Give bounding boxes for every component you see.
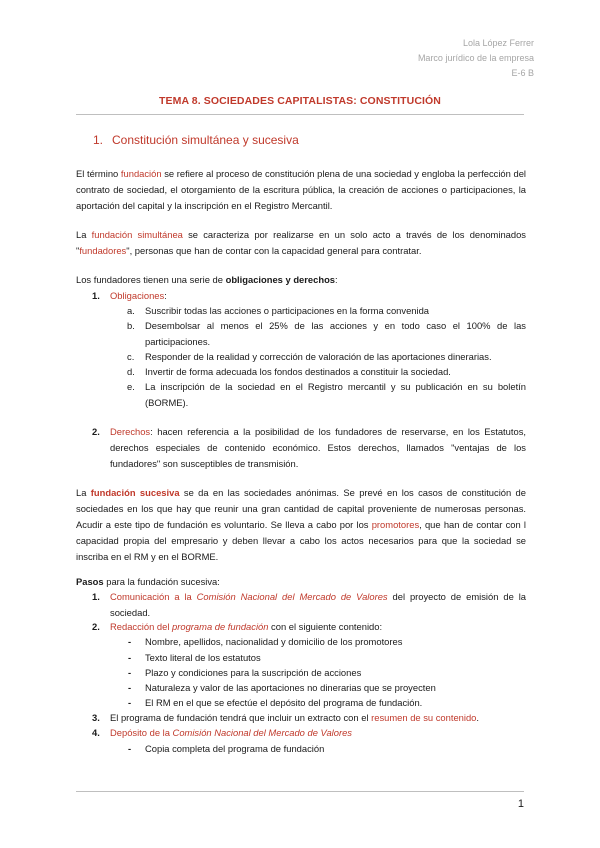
highlight-term: Obligaciones: [110, 290, 165, 301]
text-run: : hacen referencia a la posibilidad de los fundadores de reservarse, en los Estatutos, derechos especiales de contenido económico. Estos derechos, llamados "ventajas de los fundadores" son susceptibles de transmisión.: [110, 426, 526, 469]
list-item-paso-3: [110, 710, 526, 726]
list-item-paso-1: [110, 589, 526, 621]
sublist-item: Plazo y condiciones para la suscripción de acciones: [145, 667, 362, 678]
text-run: :: [164, 290, 167, 301]
title-divider: [76, 114, 524, 115]
list-number: 1.: [92, 591, 100, 602]
paragraph-pasos-intro: [76, 574, 526, 590]
text-run: .: [476, 712, 479, 723]
text-run: El término: [76, 168, 121, 179]
dash-marker: -: [128, 743, 132, 754]
text-run: del proyecto de emisión de la sociedad.: [110, 591, 526, 618]
list-number: 3.: [92, 712, 100, 723]
highlight-term: Derechos: [110, 426, 151, 437]
text-run: se refiere al proceso de constitución plena de una sociedad y engloba la perfección del contrato de sociedad, el otorgamiento de la escritura pública, la creación de acciones o participaciones, la aportación del capital y la inscripción en el Registro Mercantil.: [76, 168, 527, 211]
paragraph-fundacion-sucesiva: [76, 485, 526, 565]
sublist-item: El RM en el que se efectúe el depósito del programa de fundación.: [145, 697, 423, 708]
page-number: 1: [517, 798, 524, 810]
footer-divider: [76, 791, 524, 792]
sublist-marker: e.: [127, 381, 135, 392]
dash-marker: -: [128, 697, 132, 708]
text-run: Los fundadores tienen una serie de: [76, 274, 226, 285]
list-item-obligaciones: [110, 288, 526, 304]
page-title: TEMA 8. SOCIEDADES CAPITALISTAS: CONSTITUCIÓN: [159, 95, 441, 107]
highlight-term: fundación: [120, 168, 162, 179]
text-run: , que han de contar con l capacidad propia del empresario y deben llevar a cabo los actos necesarios para que la sociedad se inscriba en el RM y en el BORME.: [76, 519, 527, 562]
sublist-item: Naturaleza y valor de las aportaciones no dinerarias que se proyecten: [145, 682, 436, 693]
text-run: La: [76, 229, 92, 240]
sublist-marker: d.: [127, 366, 135, 377]
dash-marker: -: [128, 652, 132, 663]
sublist-item: Texto literal de los estatutos: [145, 652, 261, 663]
list-number: 2.: [92, 426, 100, 437]
group-code: E-6 B: [511, 68, 534, 78]
highlight-term: Comisión Nacional del Mercado de Valores: [172, 727, 352, 738]
dash-marker: -: [128, 682, 132, 693]
sublist-item: Copia completa del programa de fundación: [145, 743, 325, 754]
sublist-item: Desembolsar al menos el 25% de las acciones y en todo caso el 100% de las participaciones.: [145, 320, 526, 347]
paragraph-fundacion-simultanea: [76, 227, 526, 259]
highlight-term: Comunicación a la: [110, 591, 197, 602]
author-name: Lola López Ferrer: [462, 38, 534, 48]
text-run: se caracteriza por realizarse en un solo acto a través de los denominados ": [76, 229, 526, 256]
document-header: [418, 36, 534, 81]
highlight-term: Redacción del: [110, 621, 173, 632]
section-title: Constitución simultánea y sucesiva: [112, 133, 299, 147]
bold-term: Pasos: [76, 576, 104, 587]
highlight-term: resumen de su contenido: [371, 712, 477, 723]
sublist-item: La inscripción de la sociedad en el Registro mercantil y su publicación en su boletín (BORME).: [145, 381, 526, 408]
sublist-item: Nombre, apellidos, nacionalidad y domicilio de los promotores: [145, 636, 403, 647]
bold-term: obligaciones y derechos: [225, 274, 336, 285]
text-run: :: [335, 274, 338, 285]
highlight-term: programa de fundación: [172, 621, 269, 632]
text-run: se da en las sociedades anónimas. Se prevé en los casos de constitución de sociedades en los que hay que reunir una gran cantidad de capital proveniente de numerosas personas. Acudir a este tipo de fundación es voluntario. Se lleva a cabo por los: [76, 487, 526, 530]
dash-marker: -: [128, 636, 132, 647]
list-item-paso-4: [110, 725, 526, 741]
dash-marker: -: [128, 667, 132, 678]
highlight-term: fundación sucesiva: [90, 487, 180, 498]
highlight-term: promotores: [371, 519, 420, 530]
text-run: La: [76, 487, 91, 498]
paragraph-fundacion: [76, 166, 526, 214]
text-run: con el siguiente contenido:: [268, 621, 383, 632]
list-number: 1.: [92, 290, 100, 301]
text-run: El programa de fundación tendrá que incluir un extracto con el: [110, 712, 372, 723]
section-number: 1.: [93, 133, 104, 147]
text-run: ", personas que han de contar con la capacidad general para contratar.: [126, 245, 422, 256]
sublist-item: Invertir de forma adecuada los fondos destinados a constituir la sociedad.: [145, 366, 451, 377]
text-run: para la fundación sucesiva:: [103, 576, 220, 587]
list-item-derechos: [110, 424, 526, 472]
sublist-marker: c.: [127, 351, 135, 362]
list-number: 4.: [92, 727, 100, 738]
highlight-term: fundación simultánea: [91, 229, 183, 240]
list-number: 2.: [92, 621, 100, 632]
sublist-marker: a.: [127, 305, 135, 316]
list-item-paso-2: [110, 619, 526, 635]
subject-name: Marco jurídico de la empresa: [417, 53, 534, 63]
section-heading: [93, 133, 299, 147]
highlight-term: fundadores: [79, 245, 127, 256]
sublist-item: Responder de la realidad y corrección de valoración de las aportaciones dinerarias.: [145, 351, 492, 362]
highlight-term: Comisión Nacional del Mercado de Valores: [196, 591, 388, 602]
paragraph-obligaciones-intro: [76, 272, 526, 288]
sublist-marker: b.: [127, 320, 135, 331]
highlight-term: Depósito de la: [110, 727, 173, 738]
sublist-item: Suscribir todas las acciones o participaciones en la forma convenida: [145, 305, 430, 316]
